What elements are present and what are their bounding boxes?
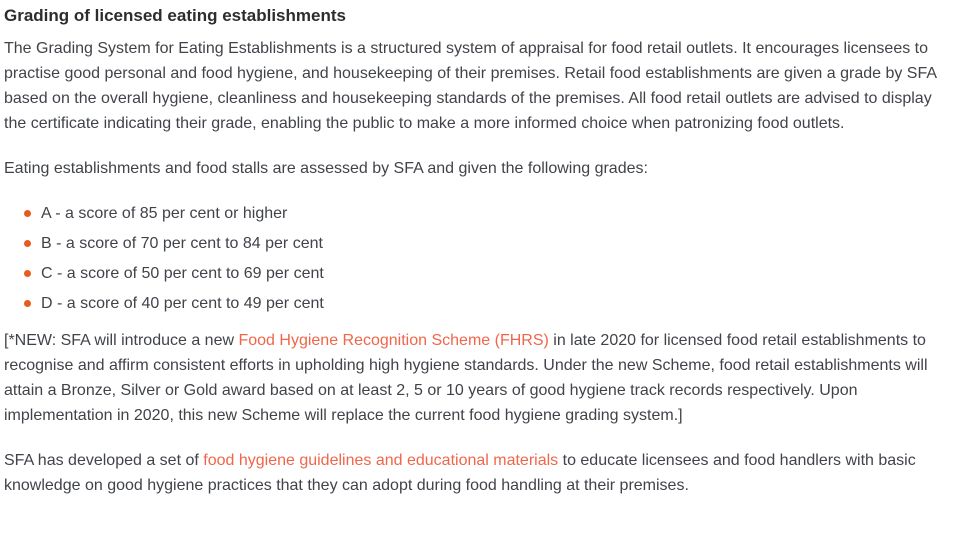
- intro-paragraph: The Grading System for Eating Establishments is a structured system of appraisal for food retail outlets. It encourages licensees to practise good personal and food hygiene, and housekeeping of their premises. Retail food establishments are given a grade by SFA based on the overall hygiene, cleanliness and housekeeping standards of the premises. All food retail outlets are advised to display the certificate indicating their grade, enabling the public to make a more informed choice when patronizing food outlets.: [4, 40, 937, 132]
- grades-list: [4, 201, 940, 316]
- guidelines-text-after: to educate licensees and food handlers with basic knowledge on good hygiene practices that they can adopt during food handling at their premises.: [4, 452, 916, 494]
- grade-item-a: [41, 201, 940, 226]
- grades-intro-paragraph: Eating establishments and food stalls are assessed by SFA and given the following grades:: [4, 160, 648, 177]
- bullet-icon: [24, 300, 31, 307]
- grade-item-label: C - a score of 50 per cent to 69 per cent: [41, 265, 324, 282]
- grade-item-c: [41, 261, 940, 286]
- bullet-icon: [24, 270, 31, 277]
- grade-item-label: D - a score of 40 per cent to 49 per cent: [41, 295, 324, 312]
- bullet-icon: [24, 240, 31, 247]
- grade-item-label: A - a score of 85 per cent or higher: [41, 205, 288, 222]
- new-scheme-paragraph: [4, 328, 940, 428]
- fhrs-link[interactable]: Food Hygiene Recognition Scheme (FHRS): [238, 332, 549, 349]
- grade-item-d: [41, 291, 940, 316]
- guidelines-text-before: SFA has developed a set of: [4, 452, 204, 469]
- bullet-icon: [24, 210, 31, 217]
- page-title: Grading of licensed eating establishments: [4, 6, 346, 25]
- new-scheme-text-after: in late 2020 for licensed food retail establishments to recognise and affirm consistent efforts in upholding high hygiene standards. Under the new Scheme, food retail establishments will attain a Bronze, Silver or Gold award based on at least 2, 5 or 10 years of good hygiene track records respectively. Upon implementation in 2020, this new Scheme will replace the current food hygiene grading system.]: [4, 332, 928, 424]
- guidelines-paragraph: [4, 448, 940, 498]
- guidelines-link[interactable]: food hygiene guidelines and educational materials: [203, 452, 559, 469]
- grade-item-label: B - a score of 70 per cent to 84 per cent: [41, 235, 323, 252]
- grade-item-b: [41, 231, 940, 256]
- new-scheme-text-before: [*NEW: SFA will introduce a new: [4, 332, 239, 349]
